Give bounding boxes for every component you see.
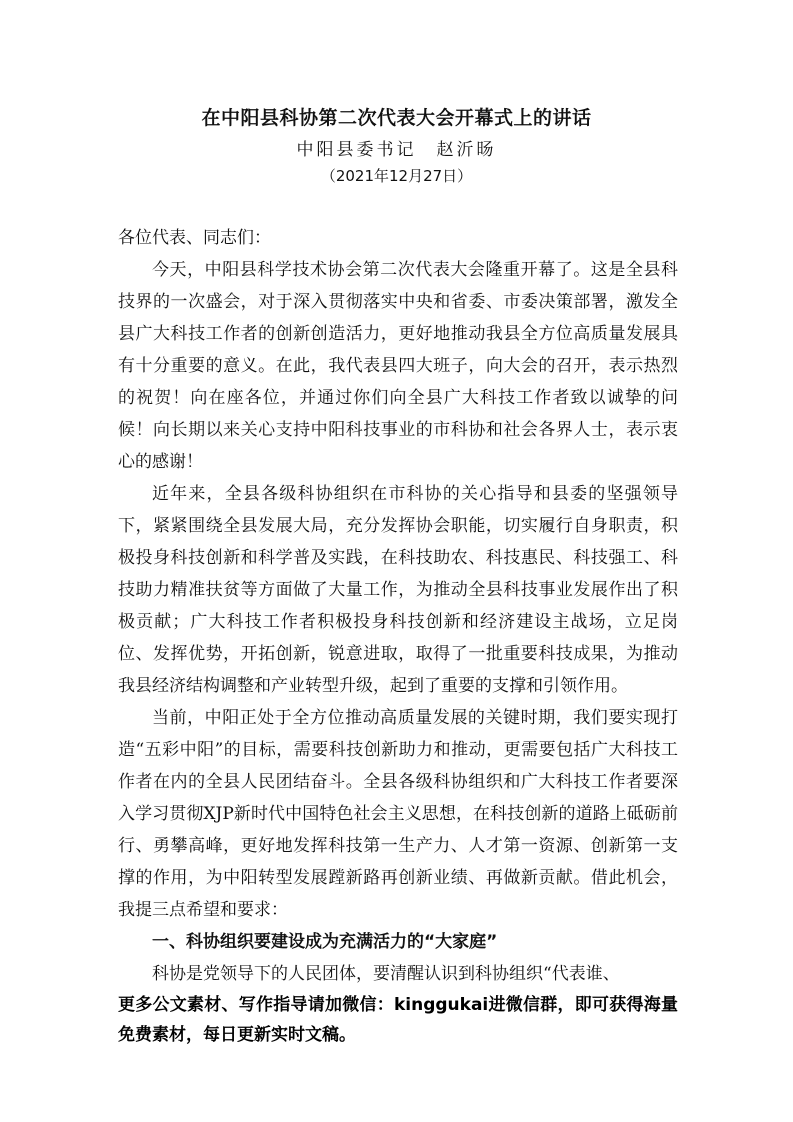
paragraph-1: 今天，中阳县科学技术协会第二次代表大会隆重开幕了。这是全县科技界的一次盛会，对于深入贯彻落实中央和省委、市委决策部署，激发全县广大科技工作者的创新创造活力，更好地推动我县全方位高质量发展具有十分重要的意义。在此，我代表县四大班子，向大会的召开，表示热烈的祝贺！向在座各位，并通过你们向全县广大科技工作者致以诚挚的问候！向长期以来关心支持中阳科技事业的市科协和社会各界人士，表示衷心的感谢！ bbox=[118, 260, 678, 472]
paragraph-2: 近年来，全县各级科协组织在市科协的关心指导和县委的坚强领导下，紧紧围绕全县发展大局，充分发挥协会职能，切实履行自身职责，积极投身科技创新和科学普及实践，在科技助农、科技惠民、科技强工、科技助力精准扶贫等方面做了大量工作，为推动全县科技事业发展作出了积极贡献；广大科技工作者积极投身科技创新和经济建设主战场，立足岗位、发挥优势，开拓创新，锐意进取，取得了一批重要科技成果，为推动我县经济结构调整和产业转型升级，起到了重要的支撑和引领作用。 bbox=[118, 484, 678, 696]
paragraph-4: 科协是党领导下的人民团体，要清醒认识到科协组织“代表谁、 bbox=[152, 964, 620, 984]
salutation: 各位代表、同志们： bbox=[118, 228, 271, 248]
document-title: 在中阳县科协第二次代表大会开幕式上的讲话 bbox=[201, 107, 592, 129]
promo-text: 更多公文素材、写作指导请加微信：kinggukai进微信群，即可获得海量免费素材，每日更新实时文稿。 bbox=[118, 995, 678, 1045]
document-author: 中阳县委书记 赵沂旸 bbox=[296, 140, 497, 160]
document-date: （2021年12月27日） bbox=[320, 167, 473, 185]
document-body bbox=[118, 222, 678, 990]
paragraph-3: 当前，中阳正处于全方位推动高质量发展的关键时期，我们要实现打造“五彩中阳”的目标，需要科技创新助力和推动，更需要包括广大科技工作者在内的全县人民团结奋斗。全县各级科协组织和广大科技工作者要深入学习贯彻XJP新时代中国特色社会主义思想，在科技创新的道路上砥砺前行、勇攀高峰，更好地发挥科技第一生产力、人才第一资源、创新第一支撑的作用，为中阳转型发展蹚新路再创新业绩、再做新贡献。借此机会，我提三点希望和要求： bbox=[118, 708, 678, 920]
section-heading-1: 一、科协组织要建设成为充满活力的“大家庭” bbox=[152, 932, 498, 952]
